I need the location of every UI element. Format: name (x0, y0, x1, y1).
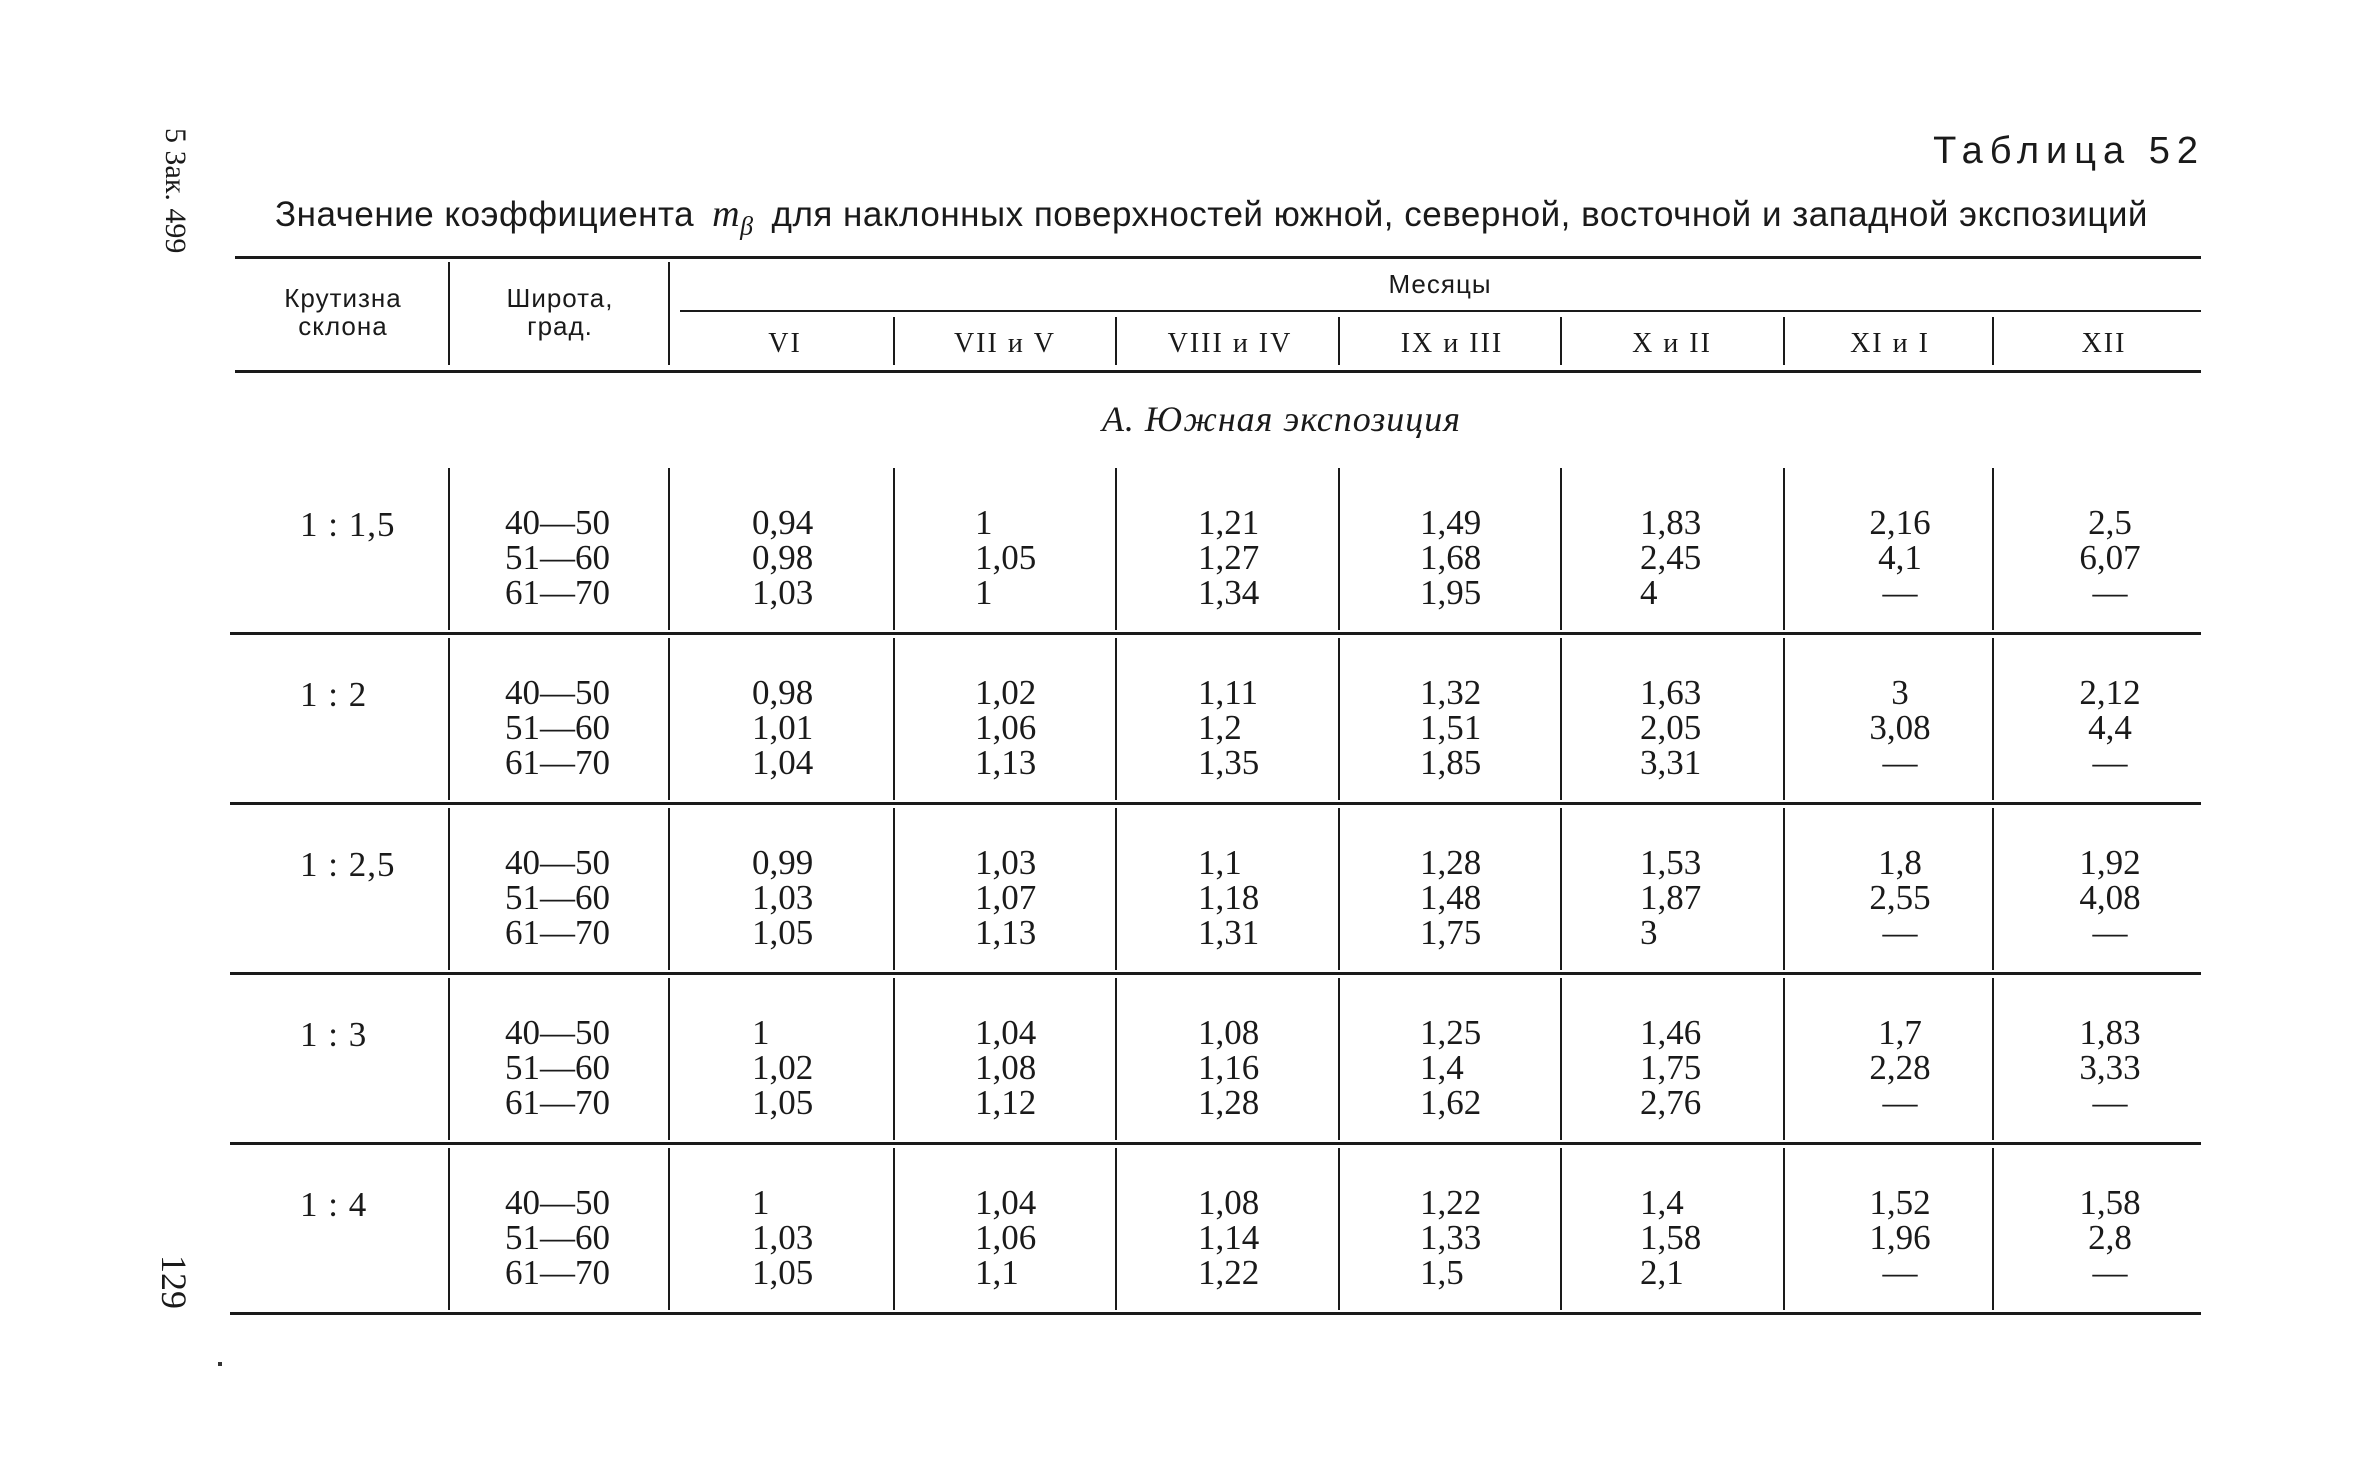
coefficient-value: 1,35 (1198, 743, 1260, 782)
value-cell (975, 1015, 1036, 1120)
row-bottom-rule (230, 972, 2201, 975)
value-cell (1198, 675, 1259, 780)
coefficient-value: 1,13 (975, 913, 1037, 952)
coefficient-value: 1,27 (1198, 538, 1260, 577)
coefficient-value: 1,48 (1420, 878, 1482, 917)
header-sep-latitude (668, 262, 670, 365)
coefficient-value: 1 (975, 573, 993, 612)
coefficient-value: 1,68 (1420, 538, 1482, 577)
header-top-rule (235, 256, 2201, 259)
row-column-separator (1338, 638, 1340, 800)
row-column-separator (893, 978, 895, 1140)
latitude-range: 61—70 (505, 1253, 610, 1292)
row-column-separator (1783, 978, 1785, 1140)
value-cell (752, 845, 813, 950)
coefficient-value: 1,53 (1640, 843, 1702, 882)
coefficient-value: — (1882, 913, 1918, 952)
month-header-separator (1115, 317, 1117, 365)
print-speck (218, 1362, 222, 1366)
value-cell (1640, 675, 1701, 780)
value-cell (1860, 1015, 1940, 1120)
row-column-separator (893, 638, 895, 800)
row-column-separator (1560, 1148, 1562, 1310)
latitude-range: 40—50 (505, 1183, 610, 1222)
row-column-separator (893, 468, 895, 630)
value-cell (1860, 505, 1940, 610)
value-cell (1640, 505, 1701, 610)
coefficient-value: 1,32 (1420, 673, 1482, 712)
row-column-separator (1338, 468, 1340, 630)
row-column-separator (1560, 638, 1562, 800)
latitude-range: 51—60 (505, 1218, 610, 1257)
value-cell (975, 1185, 1036, 1290)
row-column-separator (448, 978, 450, 1140)
latitude-cell (505, 1015, 610, 1120)
value-cell (1640, 845, 1701, 950)
coefficient-value: 0,99 (752, 843, 814, 882)
latitude-cell (505, 675, 610, 780)
coefficient-value: 3,31 (1640, 743, 1702, 782)
month-header-5: X и II (1632, 328, 1712, 359)
coefficient-value: 1,62 (1420, 1083, 1482, 1122)
coefficient-value: — (1882, 1083, 1918, 1122)
coefficient-value: 1,08 (975, 1048, 1037, 1087)
header-bottom-rule (235, 370, 2201, 373)
coefficient-value: — (2092, 1253, 2128, 1292)
caption-after: для наклонных поверхностей южной, северной, восточной и западной экспозиций (771, 195, 2148, 234)
value-cell (752, 1185, 813, 1290)
latitude-range: 51—60 (505, 538, 610, 577)
row-bottom-rule (230, 1312, 2201, 1315)
coefficient-value: 1,13 (975, 743, 1037, 782)
row-column-separator (1992, 978, 1994, 1140)
coefficient-value: — (1882, 573, 1918, 612)
row-column-separator (668, 808, 670, 970)
coefficient-value: 1 (752, 1183, 770, 1222)
coefficient-value: 1 (752, 1013, 770, 1052)
value-cell (1198, 505, 1259, 610)
coefficient-value: 1,28 (1420, 843, 1482, 882)
coefficient-value: 1,75 (1640, 1048, 1702, 1087)
month-header-4: IX и III (1400, 328, 1504, 359)
slope-value: 1 : 2,5 (300, 845, 396, 884)
row-column-separator (1560, 978, 1562, 1140)
coefficient-value: 0,94 (752, 503, 814, 542)
latitude-range: 61—70 (505, 913, 610, 952)
coefficient-value: 1,01 (752, 708, 814, 747)
value-cell (1640, 1185, 1701, 1290)
coefficient-value: 1,83 (1640, 503, 1702, 542)
coefficient-value: 1,96 (1869, 1218, 1931, 1257)
value-cell (1420, 675, 1481, 780)
value-cell (1198, 1015, 1259, 1120)
coefficient-value: — (2092, 913, 2128, 952)
section-title (0, 398, 2363, 440)
coefficient-value: 1,03 (752, 878, 814, 917)
slope-value: 1 : 4 (300, 1185, 368, 1224)
coefficient-value: 1,46 (1640, 1013, 1702, 1052)
header-sep-slope (448, 262, 450, 365)
coefficient-value: 1,92 (2079, 843, 2141, 882)
coefficient-value: 1,4 (1640, 1183, 1684, 1222)
section-title-text: А. Южная экспозиция (1101, 399, 1462, 439)
coefficient-value: 2,45 (1640, 538, 1702, 577)
coefficient-value: 1,25 (1420, 1013, 1482, 1052)
value-cell (975, 845, 1036, 950)
coefficient-value: 1,08 (1198, 1013, 1260, 1052)
coefficient-value: 1,03 (752, 573, 814, 612)
coefficient-value: 1,11 (1198, 673, 1258, 712)
coefficient-letter: m (712, 193, 741, 235)
coefficient-value: 1,22 (1198, 1253, 1260, 1292)
coefficient-value: 1,75 (1420, 913, 1482, 952)
row-column-separator (1992, 1148, 1994, 1310)
coefficient-value: 1,2 (1198, 708, 1242, 747)
row-column-separator (668, 1148, 670, 1310)
coefficient-value: 1,1 (1198, 843, 1242, 882)
coefficient-value: 1,51 (1420, 708, 1482, 747)
row-column-separator (1338, 1148, 1340, 1310)
slope-value: 1 : 1,5 (300, 505, 396, 544)
coefficient-value: — (2092, 573, 2128, 612)
value-cell (1640, 1015, 1701, 1120)
coefficient-value: 1 (975, 503, 993, 542)
value-cell (975, 675, 1036, 780)
latitude-range: 51—60 (505, 1048, 610, 1087)
month-header-separator (1992, 317, 1994, 365)
row-column-separator (1992, 468, 1994, 630)
coefficient-value: 1,03 (975, 843, 1037, 882)
coefficient-value: 1,87 (1640, 878, 1702, 917)
latitude-range: 61—70 (505, 743, 610, 782)
coefficient-value: 1,34 (1198, 573, 1260, 612)
row-column-separator (1992, 638, 1994, 800)
row-column-separator (668, 638, 670, 800)
row-column-separator (1115, 1148, 1117, 1310)
row-column-separator (1115, 638, 1117, 800)
coefficient-value: — (2092, 743, 2128, 782)
coefficient-value: 1,18 (1198, 878, 1260, 917)
slope-value: 1 : 2 (300, 675, 368, 714)
coefficient-value: 1,14 (1198, 1218, 1260, 1257)
coefficient-value: — (1882, 743, 1918, 782)
value-cell (2070, 675, 2150, 780)
coefficient-value: 3 (1640, 913, 1658, 952)
coefficient-value: 2,5 (2088, 503, 2132, 542)
coefficient-value: 1,04 (975, 1013, 1037, 1052)
latitude-cell (505, 505, 610, 610)
header-months-group: Месяцы (1388, 269, 1492, 299)
latitude-range: 51—60 (505, 708, 610, 747)
coefficient-value: 1,05 (752, 913, 814, 952)
coefficient-value: 1,52 (1869, 1183, 1931, 1222)
value-cell (1860, 675, 1940, 780)
coefficient-value: 4,1 (1878, 538, 1922, 577)
coefficient-value: 3,33 (2079, 1048, 2141, 1087)
coefficient-value: 1,06 (975, 1218, 1037, 1257)
value-cell (752, 675, 813, 780)
row-column-separator (448, 1148, 450, 1310)
value-cell (1198, 1185, 1259, 1290)
value-cell (2070, 1185, 2150, 1290)
value-cell (1420, 505, 1481, 610)
coefficient-value: 1,85 (1420, 743, 1482, 782)
month-header-separator (1783, 317, 1785, 365)
coefficient-value: 1,83 (2079, 1013, 2141, 1052)
coefficient-value: 1,8 (1878, 843, 1922, 882)
coefficient-value: 0,98 (752, 538, 814, 577)
header-latitude: Широта, град. (506, 283, 614, 341)
row-bottom-rule (230, 802, 2201, 805)
row-column-separator (1783, 1148, 1785, 1310)
coefficient-value: — (1882, 1253, 1918, 1292)
coefficient-value: 1,05 (752, 1253, 814, 1292)
coefficient-value: 1,95 (1420, 573, 1482, 612)
coefficient-value: 4 (1640, 573, 1658, 612)
coefficient-value: 4,08 (2079, 878, 2141, 917)
coefficient-value: 1,06 (975, 708, 1037, 747)
value-cell (1420, 1015, 1481, 1120)
month-header-separator (893, 317, 895, 365)
row-bottom-rule (230, 1142, 2201, 1145)
coefficient-value: 1,21 (1198, 503, 1260, 542)
coefficient-value: 2,12 (2079, 673, 2141, 712)
coefficient-value: 1,05 (975, 538, 1037, 577)
row-bottom-rule (230, 632, 2201, 635)
month-header-separator (1560, 317, 1562, 365)
latitude-range: 40—50 (505, 503, 610, 542)
coefficient-value: 1,58 (1640, 1218, 1702, 1257)
coefficient-value: 2,05 (1640, 708, 1702, 747)
row-column-separator (1338, 808, 1340, 970)
latitude-range: 61—70 (505, 1083, 610, 1122)
row-column-separator (1338, 978, 1340, 1140)
value-cell (1420, 845, 1481, 950)
coefficient-value: 1,02 (975, 673, 1037, 712)
coefficient-value: 1,33 (1420, 1218, 1482, 1257)
coefficient-value: 1,58 (2079, 1183, 2141, 1222)
month-header-separator (1338, 317, 1340, 365)
coefficient-value: 1,07 (975, 878, 1037, 917)
coefficient-value: 1,16 (1198, 1048, 1260, 1087)
coefficient-value: 0,98 (752, 673, 814, 712)
row-column-separator (1560, 808, 1562, 970)
row-column-separator (1115, 978, 1117, 1140)
page-number: 129 (154, 1255, 194, 1309)
value-cell (2070, 1015, 2150, 1120)
latitude-range: 40—50 (505, 673, 610, 712)
table-caption (275, 192, 2200, 242)
coefficient-value: 1,04 (975, 1183, 1037, 1222)
coefficient-symbol (712, 193, 754, 241)
month-header-2: VII и V (953, 328, 1057, 359)
caption-before: Значение коэффициента (275, 195, 695, 234)
value-cell (1860, 1185, 1940, 1290)
coefficient-value: 1,31 (1198, 913, 1260, 952)
months-group-rule (680, 310, 2201, 312)
coefficient-value: 2,1 (1640, 1253, 1684, 1292)
latitude-cell (505, 845, 610, 950)
coefficient-value: 1,04 (752, 743, 814, 782)
coefficient-value: 1,05 (752, 1083, 814, 1122)
coefficient-value: 1,4 (1420, 1048, 1464, 1087)
row-column-separator (1115, 468, 1117, 630)
latitude-cell (505, 1185, 610, 1290)
value-cell (975, 505, 1036, 610)
latitude-range: 40—50 (505, 843, 610, 882)
coefficient-value: 1,7 (1878, 1013, 1922, 1052)
row-column-separator (668, 978, 670, 1140)
coefficient-value: 1,49 (1420, 503, 1482, 542)
row-column-separator (1560, 468, 1562, 630)
coefficient-value: 3,08 (1869, 708, 1931, 747)
row-column-separator (893, 808, 895, 970)
value-cell (1198, 845, 1259, 950)
value-cell (752, 1015, 813, 1120)
coefficient-value: 1,22 (1420, 1183, 1482, 1222)
month-header-7: XII (2081, 328, 2127, 359)
value-cell (1860, 845, 1940, 950)
value-cell (752, 505, 813, 610)
coefficient-value: 2,76 (1640, 1083, 1702, 1122)
coefficient-subscript: β (740, 211, 754, 241)
month-header-1: VI (768, 328, 802, 359)
coefficient-value: 1,03 (752, 1218, 814, 1257)
latitude-range: 40—50 (505, 1013, 610, 1052)
coefficient-value: 1,28 (1198, 1083, 1260, 1122)
value-cell (1420, 1185, 1481, 1290)
row-column-separator (668, 468, 670, 630)
row-column-separator (448, 468, 450, 630)
latitude-range: 61—70 (505, 573, 610, 612)
month-header-3: VIII и IV (1167, 328, 1293, 359)
coefficient-value: 1,5 (1420, 1253, 1464, 1292)
coefficient-value: 1,12 (975, 1083, 1037, 1122)
coefficient-value: — (2092, 1083, 2128, 1122)
coefficient-value: 2,16 (1869, 503, 1931, 542)
row-column-separator (1783, 638, 1785, 800)
coefficient-value: 1,08 (1198, 1183, 1260, 1222)
row-column-separator (1783, 468, 1785, 630)
header-slope: Крутизна склона (284, 283, 402, 341)
value-cell (2070, 845, 2150, 950)
row-column-separator (1783, 808, 1785, 970)
coefficient-value: 2,55 (1869, 878, 1931, 917)
latitude-range: 51—60 (505, 878, 610, 917)
coefficient-value: 4,4 (2088, 708, 2132, 747)
coefficient-value: 1,02 (752, 1048, 814, 1087)
month-header-6: XI и I (1850, 328, 1930, 359)
row-column-separator (448, 808, 450, 970)
value-cell (2070, 505, 2150, 610)
row-column-separator (1992, 808, 1994, 970)
coefficient-value: 1,1 (975, 1253, 1019, 1292)
margin-note-order: 5 Зак. 499 (159, 128, 192, 254)
coefficient-value: 2,28 (1869, 1048, 1931, 1087)
coefficient-value: 2,8 (2088, 1218, 2132, 1257)
row-column-separator (1115, 808, 1117, 970)
table-title: Таблица 52 (1933, 130, 2205, 172)
coefficient-value: 1,63 (1640, 673, 1702, 712)
slope-value: 1 : 3 (300, 1015, 368, 1054)
row-column-separator (448, 638, 450, 800)
row-column-separator (893, 1148, 895, 1310)
coefficient-value: 6,07 (2079, 538, 2141, 577)
coefficient-value: 3 (1891, 673, 1909, 712)
